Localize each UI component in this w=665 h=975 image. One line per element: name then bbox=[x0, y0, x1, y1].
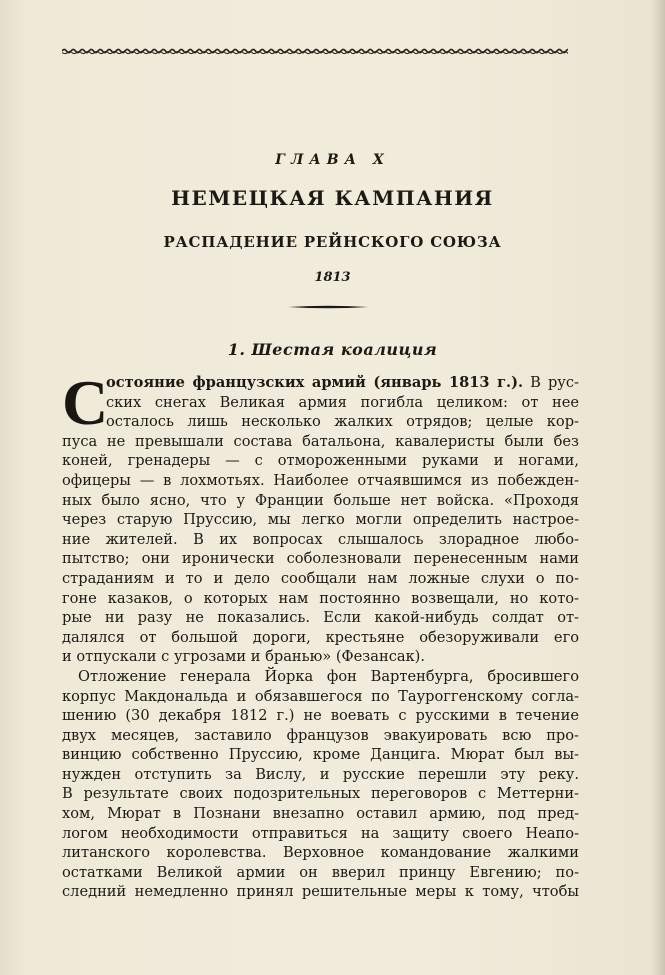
chapter-title: НЕМЕЦКАЯ КАМПАНИЯ bbox=[171, 186, 494, 210]
text-line: винцию собственно Пруссию, кроме Данцига. Мюрат был вы- bbox=[62, 746, 579, 764]
chapter-label: ГЛАВА X bbox=[275, 152, 390, 168]
text-line: нужден отступить за Вислу, и русские перешли эту реку. bbox=[62, 765, 579, 783]
text-line: офицеры — в лохмотьях. Наиболее отчаявшимся из побежден- bbox=[62, 471, 579, 489]
text-line: гоне казаков, о которых нам постоянно возвещали, но кото- bbox=[62, 589, 579, 607]
wavy-ornament-rule bbox=[62, 44, 568, 58]
section-heading: 1. Шестая коалиция bbox=[227, 340, 438, 359]
text-line: шению (30 декабря 1812 г.) не воевать с русскими в течение bbox=[62, 707, 579, 725]
chapter-subtitle: РАСПАДЕНИЕ РЕЙНСКОГО СОЮЗА bbox=[163, 233, 502, 251]
text-line bbox=[62, 373, 579, 393]
text-line: ние жителей. В их вопросах слышалось злорадное любо- bbox=[62, 530, 579, 548]
text-line: ных было ясно, что у Франции больше нет войска. «Проходя bbox=[62, 491, 579, 509]
text-line: остатками Великой армии он вверил принцу Евгению; по- bbox=[62, 863, 579, 881]
text-line: страданиям и то и дело сообщали нам ложные слухи о по- bbox=[62, 569, 579, 587]
text-line: логом необходимости отправиться на защиту своего Неапо- bbox=[62, 824, 579, 842]
divider-rule bbox=[288, 305, 368, 309]
text-line: коней, гренадеры — с отмороженными руками и ногами, bbox=[62, 452, 579, 470]
text-line: ских снегах Великая армия погибла целиком: от нее bbox=[106, 393, 579, 411]
text-line: далялся от большой дороги, крестьяне обезоруживали его bbox=[62, 628, 579, 646]
text-line: корпус Макдональда и обязавшегося по Тауроггенскому согла- bbox=[62, 687, 579, 705]
text-line: осталось лишь несколько жалких отрядов; целые кор- bbox=[106, 413, 579, 431]
text-line: хом, Мюрат в Познани внезапно оставил армию, под пред- bbox=[62, 805, 579, 823]
body-text bbox=[62, 367, 579, 902]
text-line: пуса не превышали состава батальона, кавалеристы были без bbox=[62, 432, 579, 450]
chapter-year: 1813 bbox=[314, 270, 351, 285]
text-line: пытство; они иронически соболезновали перенесенным нами bbox=[62, 550, 579, 568]
text-line: Отложение генерала Йорка фон Вартенбурга, бросившего bbox=[78, 667, 579, 685]
text-line: через старую Пруссию, мы легко могли определить настрое- bbox=[62, 511, 579, 529]
lead-phrase: остояние французских армий (январь 1813 г.). bbox=[106, 374, 524, 391]
drop-cap: С bbox=[62, 367, 109, 438]
text-line: следний немедленно принял решительные меры к тому, чтобы bbox=[62, 883, 579, 901]
page-edge-shadow bbox=[651, 0, 665, 975]
text-line: В результате своих подозрительных переговоров с Меттерни- bbox=[62, 785, 579, 803]
text-line: литанского королевства. Верховное командование жалкими bbox=[62, 844, 579, 862]
text-line: рые ни разу не показались. Если какой-нибудь солдат от- bbox=[62, 609, 579, 627]
text-line: двух месяцев, заставило французов эвакуировать всю про- bbox=[62, 726, 579, 744]
text-line-rest: В рус- bbox=[523, 374, 579, 391]
text-line: и отпускали с угрозами и бранью» (Фезансак). bbox=[62, 648, 426, 666]
